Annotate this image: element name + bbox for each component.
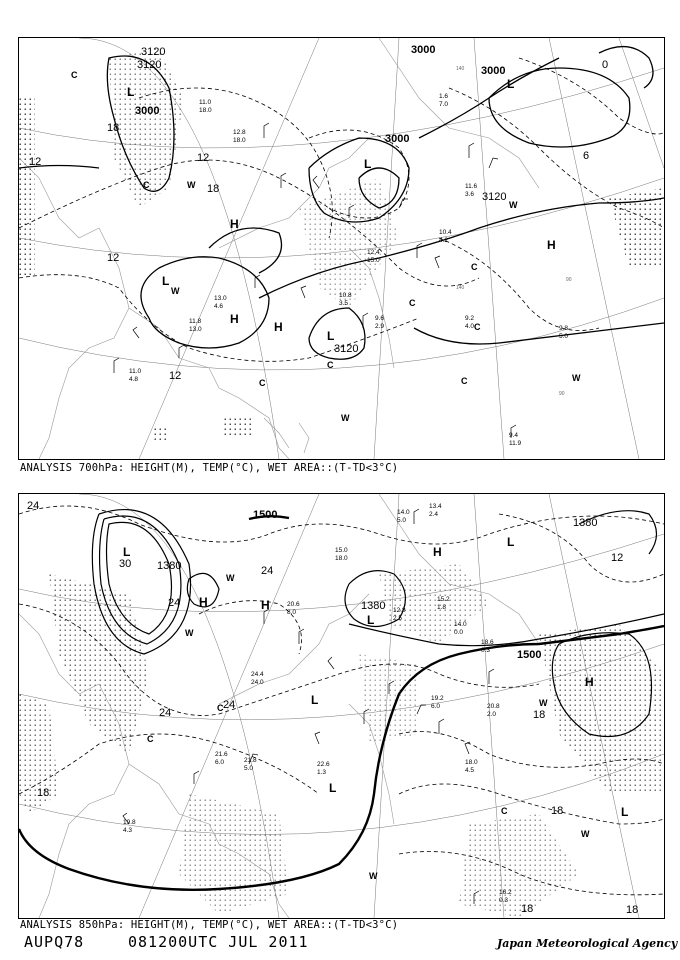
map-panel-850hpa xyxy=(18,493,665,919)
meridian-label: 90 xyxy=(559,391,565,397)
station-dewpoint-depression: 13.0 xyxy=(189,326,202,333)
temp-label: 12 xyxy=(169,370,182,382)
station-temp: 24.4 xyxy=(251,671,264,678)
cold-mark: C xyxy=(259,378,266,388)
temp-label: 18 xyxy=(533,709,546,721)
station-dewpoint-depression: 0.3 xyxy=(499,897,509,904)
station-dewpoint-depression: 2.4 xyxy=(429,511,439,518)
station-temp: 9.4 xyxy=(509,432,519,439)
temp-label: 12 xyxy=(197,152,210,164)
map-850hpa-svg xyxy=(19,494,664,918)
station-temp: 11.0 xyxy=(199,99,212,106)
temp-label: 24 xyxy=(159,707,172,719)
station-temp: 18.6 xyxy=(481,639,494,646)
cold-mark: C xyxy=(501,806,508,816)
station-temp: 19.2 xyxy=(431,695,444,702)
height-label: 1500 xyxy=(253,509,278,521)
meridian-label: 140 xyxy=(456,66,465,72)
high-center-mark: H xyxy=(199,595,208,609)
cold-mark: C xyxy=(461,376,468,386)
station-temp: 12.4 xyxy=(367,249,380,256)
station-dewpoint-depression: 2.5 xyxy=(393,615,403,622)
high-center-mark: H xyxy=(230,312,239,326)
high-center-mark: H xyxy=(230,217,239,231)
high-center-mark: H xyxy=(433,545,442,559)
low-center-mark: L xyxy=(367,613,375,627)
temp-label: 12 xyxy=(107,252,120,264)
height-label: 3000 xyxy=(385,133,410,145)
station-dewpoint-depression: 4.6 xyxy=(214,303,224,310)
high-center-mark: H xyxy=(274,320,283,334)
warm-mark: W xyxy=(572,373,581,383)
warm-mark: W xyxy=(369,871,378,881)
high-center-mark: H xyxy=(585,675,594,689)
map-700hpa-svg xyxy=(19,38,664,459)
station-dewpoint-depression: 7.0 xyxy=(439,101,449,108)
temp-label: 18 xyxy=(626,904,639,916)
temp-label: 24 xyxy=(168,597,181,609)
high-center-mark: H xyxy=(547,238,556,252)
height-label: 3120 xyxy=(137,59,162,71)
station-dewpoint-depression: 0.0 xyxy=(454,629,464,636)
station-temp: 10.4 xyxy=(439,229,452,236)
temp-label: 18 xyxy=(107,122,120,134)
station-temp: 16.2 xyxy=(499,889,512,896)
station-temp: 13.0 xyxy=(214,295,227,302)
station-dewpoint-depression: 4.2 xyxy=(439,237,449,244)
station-dewpoint-depression: 2.0 xyxy=(487,711,497,718)
station-temp: 9.6 xyxy=(375,315,385,322)
station-temp: 15.2 xyxy=(437,596,450,603)
caption-850hpa: ANALYSIS 850hPa: HEIGHT(M), TEMP(°C), WET AREA::(T-TD<3°C) xyxy=(20,919,399,931)
station-dewpoint-depression: 1.3 xyxy=(317,769,327,776)
height-labels xyxy=(135,44,506,355)
height-label: 3120 xyxy=(482,191,507,203)
station-dewpoint-depression: 4.0 xyxy=(465,323,475,330)
warm-mark: W xyxy=(187,180,196,190)
agency-credit: Japan Meteorological Agency xyxy=(497,937,678,950)
temp-label: 24 xyxy=(223,699,236,711)
wet-areas xyxy=(19,564,664,918)
cold-mark: C xyxy=(474,322,481,332)
meridian-label: 90 xyxy=(566,277,572,283)
height-label: 1380 xyxy=(157,560,182,572)
station-temp: 14.0 xyxy=(397,509,410,516)
wet-areas xyxy=(19,48,664,440)
height-label: 3000 xyxy=(481,65,506,77)
cold-mark: C xyxy=(71,70,78,80)
temp-label: 18 xyxy=(207,183,220,195)
temp-label: 6 xyxy=(583,150,590,162)
station-dewpoint-depression: 3.6 xyxy=(465,191,475,198)
caption-700hpa: ANALYSIS 700hPa: HEIGHT(M), TEMP(°C), WET AREA::(T-TD<3°C) xyxy=(20,462,399,474)
warm-mark: W xyxy=(509,200,518,210)
temp-label: 24 xyxy=(27,500,40,512)
high-center-mark: H xyxy=(261,598,270,612)
wind-barbs xyxy=(114,123,519,439)
station-temp: 18.0 xyxy=(465,759,478,766)
low-center-mark: L xyxy=(327,329,335,343)
analysis-time: 081200UTC JUL 2011 xyxy=(128,933,309,951)
height-label: 3120 xyxy=(334,343,359,355)
low-center-mark: L xyxy=(507,535,515,549)
temp-label: 12 xyxy=(611,552,624,564)
station-temp: 12.8 xyxy=(393,607,406,614)
station-dewpoint-depression: 24.0 xyxy=(251,679,264,686)
warm-mark: W xyxy=(539,698,548,708)
station-temp: 20.6 xyxy=(287,601,300,608)
height-labels xyxy=(157,509,597,661)
low-center-mark: L xyxy=(311,693,319,707)
height-label: 3000 xyxy=(411,44,436,56)
station-temp: 9.2 xyxy=(465,315,475,322)
station-dewpoint-depression: 1.8 xyxy=(437,604,447,611)
height-label: 3000 xyxy=(135,105,160,117)
temp-label: 12 xyxy=(29,156,42,168)
cold-mark: C xyxy=(471,262,478,272)
station-dewpoint-depression: 6.0 xyxy=(431,703,441,710)
height-label: 3120 xyxy=(141,46,166,58)
station-dewpoint-depression: 6.0 xyxy=(215,759,225,766)
station-temp: 11.8 xyxy=(189,318,202,325)
cold-mark: C xyxy=(143,180,150,190)
height-label: 1380 xyxy=(361,600,386,612)
warm-mark: W xyxy=(171,286,180,296)
station-dewpoint-depression: 5.0 xyxy=(397,517,407,524)
low-center-mark: L xyxy=(621,805,629,819)
station-temp: 9.8 xyxy=(559,325,569,332)
temp-label: 18 xyxy=(521,903,534,915)
warm-mark: W xyxy=(226,573,235,583)
station-temp: 11.6 xyxy=(465,183,478,190)
station-temp: 21.6 xyxy=(215,751,228,758)
station-temp: 13.4 xyxy=(429,503,442,510)
station-temp: 21.8 xyxy=(244,757,257,764)
station-temp: 12.8 xyxy=(233,129,246,136)
cold-mark: C xyxy=(409,298,416,308)
station-temp: 1.6 xyxy=(439,93,449,100)
station-dewpoint-depression: 18.0 xyxy=(233,137,246,144)
station-dewpoint-depression: 3.5 xyxy=(339,300,349,307)
low-center-mark: L xyxy=(162,274,170,288)
station-dewpoint-depression: 4.5 xyxy=(465,767,475,774)
low-center-mark: L xyxy=(127,85,135,99)
station-dewpoint-depression: 2.9 xyxy=(375,323,385,330)
temp-label: 18 xyxy=(551,805,564,817)
station-dewpoint-depression: 18.0 xyxy=(335,555,348,562)
station-dewpoint-depression: 11.9 xyxy=(509,440,522,447)
warm-mark: W xyxy=(185,628,194,638)
cold-mark: C xyxy=(147,734,154,744)
station-dewpoint-depression: 4.3 xyxy=(123,827,133,834)
station-temp: 15.0 xyxy=(335,547,348,554)
station-temp: 19.8 xyxy=(123,819,136,826)
warm-mark: W xyxy=(581,829,590,839)
meridian-label: 140 xyxy=(456,285,465,291)
cold-mark: C xyxy=(217,703,224,713)
bulletin-code: AUPQ78 xyxy=(24,933,85,951)
temp-label: 18 xyxy=(37,787,50,799)
temp-label: 0 xyxy=(602,59,609,71)
station-temp: 10.8 xyxy=(339,292,352,299)
height-label: 1380 xyxy=(573,517,598,529)
low-center-mark: L xyxy=(123,545,131,559)
temp-label: 24 xyxy=(261,565,274,577)
height-label: 1500 xyxy=(517,649,542,661)
station-dewpoint-depression: 5.0 xyxy=(559,333,569,340)
station-dewpoint-depression: 18.0 xyxy=(199,107,212,114)
station-dewpoint-depression: 0.3 xyxy=(481,647,491,654)
station-dewpoint-depression: 5.0 xyxy=(244,765,254,772)
low-center-mark: L xyxy=(329,781,337,795)
station-temp: 20.8 xyxy=(487,703,500,710)
station-temp: 22.6 xyxy=(317,761,330,768)
warm-mark: W xyxy=(341,413,350,423)
station-dewpoint-depression: 4.8 xyxy=(129,376,139,383)
low-center-mark: L xyxy=(507,77,515,91)
station-dewpoint-depression: 15.0 xyxy=(367,257,380,264)
cold-mark: C xyxy=(327,360,334,370)
station-temp: 11.0 xyxy=(129,368,142,375)
low-center-mark: L xyxy=(364,157,372,171)
station-temp: 14.0 xyxy=(454,621,467,628)
temp-label: 30 xyxy=(119,558,132,570)
station-dewpoint-depression: 8.0 xyxy=(287,609,297,616)
map-panel-700hpa xyxy=(18,37,665,460)
